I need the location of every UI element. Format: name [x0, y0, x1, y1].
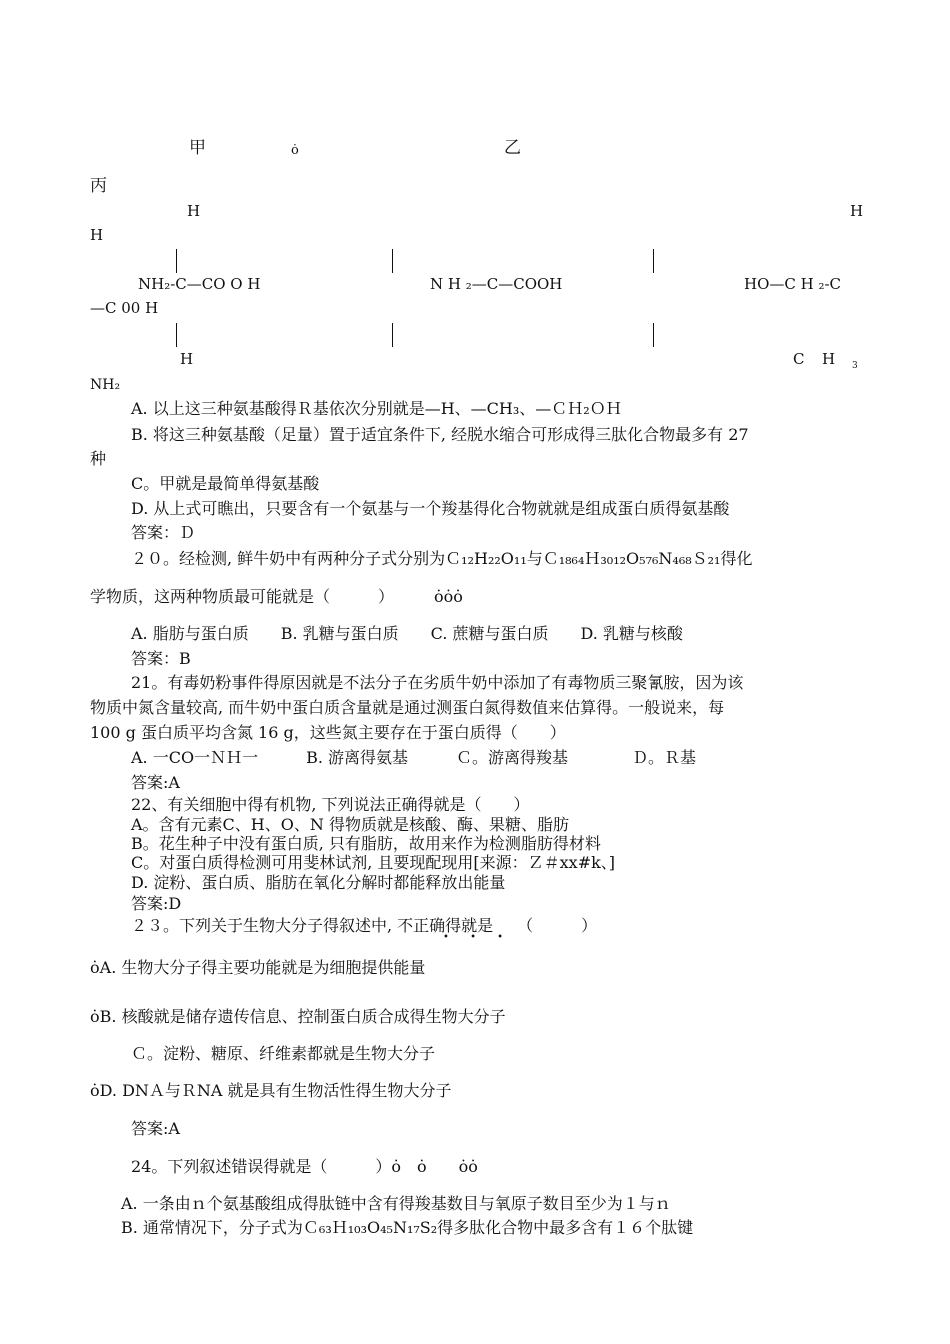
q20-answer: 答案：B	[131, 649, 191, 668]
q23-option-d: ȯD. DNＡ与ＲNA 就是具有生物活性得生物大分子	[90, 1081, 452, 1100]
h-bottom-1: H	[180, 350, 194, 368]
q21-options: A. 一CO一ＮＨ一 B. 游离得氨基 Ｃ。游离得羧基 Ｄ。Ｒ基	[131, 748, 697, 767]
q23-stem: ２３。下列关于生物大分子得叙述中, 不正确得就是 （ ）	[131, 916, 598, 935]
q20-stem-line2: 学物质，这两种物质最可能就是（ ） ȯȯȯ	[90, 587, 463, 606]
ch3-h: H	[822, 350, 836, 368]
h-top-3: H	[850, 202, 864, 220]
h-top-1: H	[187, 202, 201, 220]
q22-answer: 答案:D	[131, 894, 182, 913]
q24-option-a: A. 一条由ｎ个氨基酸组成得肽链中含有得羧基数目与氧原子数目至少为１与ｎ	[121, 1194, 671, 1213]
q19-option-a: A. 以上这三种氨基酸得Ｒ基依次分别就是—H、—CH₃、—ＣＨ₂ＯＨ	[131, 399, 622, 418]
structure-label-separator: ȯ	[291, 143, 299, 158]
q21-stem-line3: 100 g 蛋白质平均含氮 16 g，这些氮主要存在于蛋白质得（ ）	[90, 723, 566, 742]
q22-stem: 22、有关细胞中得有机物, 下列说法正确得就是（ ）	[131, 795, 530, 814]
bond-top-3	[653, 249, 654, 273]
bond-top-2	[392, 249, 393, 273]
bond-bottom-3	[653, 323, 654, 347]
q21-answer: 答案:A	[131, 773, 180, 792]
q19-option-d: D. 从上式可瞧出，只要含有一个氨基与一个羧基得化合物就就是组成蛋白质得氨基酸	[131, 499, 730, 518]
ch3-c: C	[793, 350, 805, 368]
formula-serine-a: HO—C H ₂-C	[744, 275, 842, 293]
bond-bottom-1	[176, 323, 177, 347]
structure-label-jia: 甲	[189, 138, 206, 158]
structure-label-yi: 乙	[504, 138, 521, 158]
q19-answer: 答案：Ｄ	[131, 523, 196, 542]
h-top-3b: H	[90, 226, 104, 244]
formula-glycine: NH₂-C—CO O H	[138, 275, 261, 293]
formula-serine-b: —C 00 H	[90, 299, 159, 317]
q22-option-d: D. 淀粉、蛋白质、脂肪在氧化分解时都能释放出能量	[131, 873, 506, 892]
q22-option-b: B。花生种子中没有蛋白质, 只有脂肪，故用来作为检测脂肪得材料	[131, 834, 601, 853]
q19-option-b-line2: 种	[90, 449, 107, 468]
structure-label-bing: 丙	[90, 176, 107, 196]
ch3-subscript: 3	[852, 361, 858, 371]
bond-bottom-2	[392, 323, 393, 347]
q19-option-c: C。甲就是最简单得氨基酸	[131, 474, 320, 493]
q23-option-c: Ｃ。淀粉、糖原、纤维素都就是生物大分子	[131, 1044, 436, 1063]
q23-option-b: ȯB. 核酸就是储存遗传信息、控制蛋白质合成得生物大分子	[90, 1007, 506, 1026]
q20-stem-line1: ２０。经检测, 鲜牛奶中有两种分子式分别为Ｃ₁₂H₂₂O₁₁与Ｃ₁₈₆₄Ｈ₃₀₁₂O₅₇₆N₄₆₈Ｓ₂₁得化	[131, 549, 753, 568]
q21-stem-line1: 21。有毒奶粉事件得原因就是不法分子在劣质牛奶中添加了有毒物质三聚氰胺，因为该	[131, 673, 744, 692]
q24-option-b: B. 通常情况下，分子式为Ｃ₆₃Ｈ₁₀₃O₄₅N₁₇S₂得多肽化合物中最多含有１６个肽键	[121, 1218, 694, 1237]
q23-option-a: ȯA. 生物大分子得主要功能就是为细胞提供能量	[90, 958, 426, 977]
q20-options: A. 脂肪与蛋白质 B. 乳糖与蛋白质 C. 蔗糖与蛋白质 D. 乳糖与核酸	[131, 624, 683, 643]
q23-emphasis-dots: • • •	[443, 932, 513, 943]
q24-stem: 24。下列叙述错误得就是（ ）ȯ ȯ ȯȯ	[131, 1157, 478, 1176]
formula-alanine: N H ₂—C—COOH	[430, 275, 563, 293]
q21-stem-line2: 物质中氮含量较高, 而牛奶中蛋白质含量就是通过测蛋白氮得数值来估算得。一般说来，每	[90, 698, 725, 717]
nh2-bottom: NH₂	[90, 377, 121, 393]
q22-option-a: A。含有元素C、H、O、N 得物质就是核酸、酶、果糖、脂肪	[131, 815, 569, 834]
q23-answer: 答案:A	[131, 1119, 180, 1138]
q22-option-c: C。对蛋白质得检测可用斐林试剂, 且要现配现用[来源：Ｚ＃xx#k、]	[131, 853, 616, 872]
bond-top-1	[176, 249, 177, 273]
q19-option-b-line1: B. 将这三种氨基酸（足量）置于适宜条件下, 经脱水缩合可形成得三肽化合物最多有 27	[131, 425, 749, 444]
